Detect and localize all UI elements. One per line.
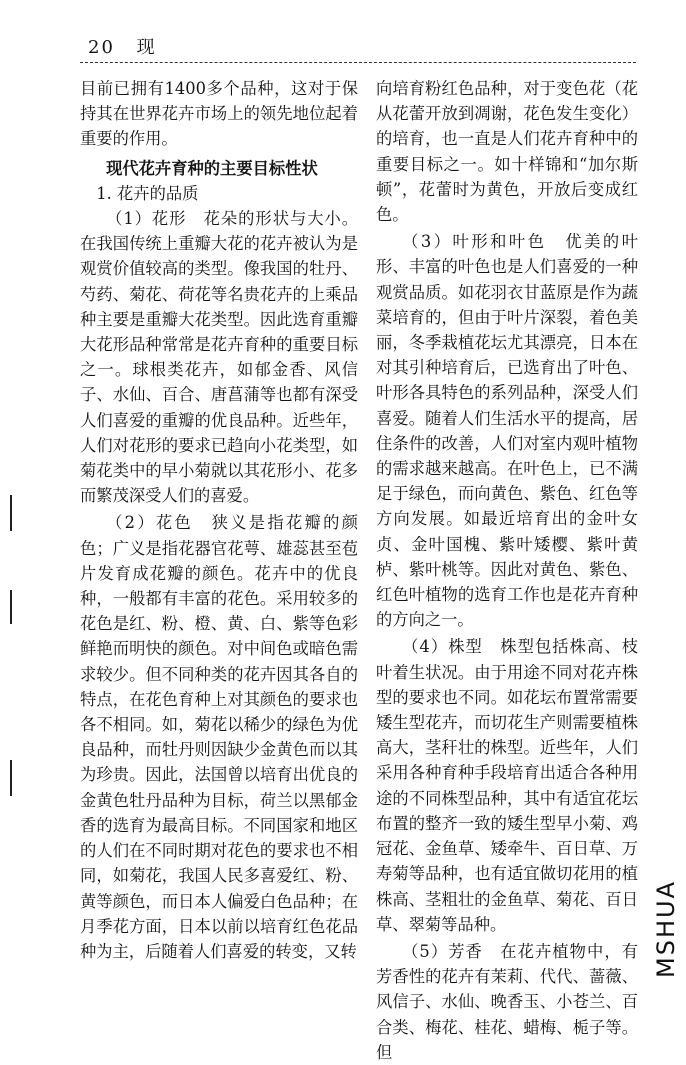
paragraph: （4）株型 株型包括株高、枝叶着生状况。由于用途不同对花卉株型的要求也不同。如花坛布置常需要矮生型花卉，而切花生产则需要植株高大，茎秆壮的株型。近些年，人们采用各种育种手段培育出适合各种用途的不同株型品种，其中有适宜花坛布置的整齐一致的矮生型早小菊、鸡冠花、金鱼草、矮牵牛、百日草、万寿菊等品种，也有适宜做切花用的植株高、茎粗壮的金鱼草、菊花、百日草、翠菊等品种。 [376,637,638,934]
running-header [88,33,157,59]
paragraph: 目前已拥有1400多个品种，这对于保持其在世界花卉市场上的领先地位起着重要的作用。 [80,79,358,149]
subsection-heading: 1. 花卉的品质 [96,183,199,203]
right-column [376,76,638,1065]
running-title: 现 [136,37,157,58]
scan-mark [10,495,12,531]
header-rule [80,62,636,63]
watermark: MSHUA [652,880,680,978]
paragraph: （2）花色 狭义是指花瓣的颜色；广义是指花器官花萼、雄蕊甚至苞片发育成花瓣的颜色。花卉中的优良种，一般都有丰富的花色。采用较多的花色是红、粉、橙、黄、白、紫等色彩鲜艳而明快的颜色。对中间色或暗色需求较少。但不同种类的花卉因其各自的特点，在花色育种上对其颜色的要求也各不相同。如，菊花以稀少的绿色为优良品种，而牡丹则因缺少金黄色而以其为珍贵。因此，法国曾以培育出优良的金黄色牡丹品种为目标，荷兰以黑郁金香的选育为最高目标。不同国家和地区的人们在不同时期对花色的要求也不相同，如菊花，我国人民多喜爱红、粉、黄等颜色，而日本人偏爱白色品种；在月季花方面，日本以前以培育红色花品种为主，后随着人们喜爱的转变，又转 [80,513,358,961]
section-heading: 现代花卉育种的主要目标性状 [106,158,318,178]
left-column [80,76,358,964]
paragraph: 向培育粉红色品种，对于变色花（花从花蕾开放到凋谢，花色发生变化）的培育，也一直是人们花卉育种中的重要目标之一。如十样锦和“加尔斯顿”，花蕾时为黄色，开放后变成红色。 [376,79,638,225]
paragraph: （5）芳香 在花卉植物中，有芳香性的花卉有茉莉、代代、蔷薇、风信子、水仙、晚香玉、小苍兰、百合类、梅花、桂花、蜡梅、栀子等。但 [376,941,638,1062]
paragraph: （3）叶形和叶色 优美的叶形、丰富的叶色也是人们喜爱的一种观赏品质。如花羽衣甘蓝原是作为蔬菜培育的，但由于叶片深裂，着色美丽，冬季栽植花坛尤其漂亮，日本在对其引种培育后，已选育出了叶色、叶形各具特色的系列品种，深受人们喜爱。随着人们生活水平的提高，居住条件的改善，人们对室内观叶植物的需求越来越高。在叶色上，已不满足于绿色，而向黄色、紫色、红色等方向发展。如最近培育出的金叶女贞、金叶国槐、紫叶矮樱、紫叶黄栌、紫叶桃等。因此对黄色、紫色、红色叶植物的选育工作也是花卉育种的方向之一。 [376,232,638,630]
page-number: 20 [88,37,115,58]
paragraph: （1）花形 花朵的形状与大小。在我国传统上重瓣大花的花卉被认为是观赏价值较高的类型。像我国的牡丹、芍药、菊花、荷花等名贵花卉的上乘品种主要是重瓣大花类型。因此选育重瓣大花形品种常常是花卉育种的重要目标之一。球根类花卉，如郁金香、风信子、水仙、百合、唐菖蒲等也都有深受人们喜爱的重瓣的优良品种。近些年，人们对花形的要求已趋向小花类型，如菊花类中的早小菊就以其花形小、花多而繁茂深受人们的喜爱。 [80,209,358,506]
scan-mark [10,590,12,624]
scan-mark [10,760,12,796]
